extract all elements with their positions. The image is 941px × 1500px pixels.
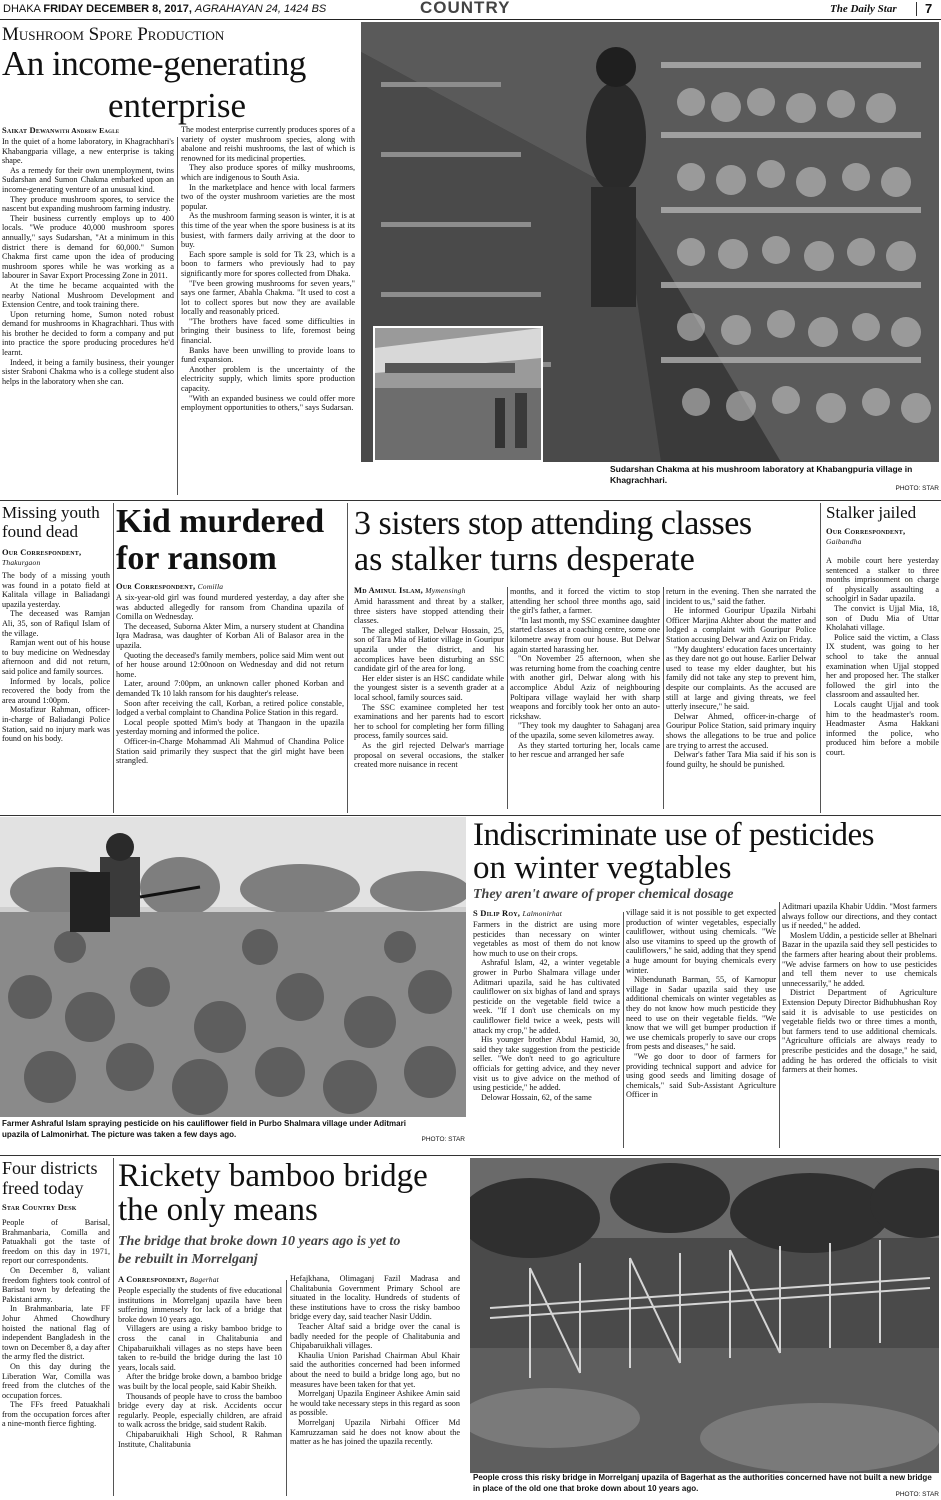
bridge-caption: People cross this risky bridge in Morrelganj upazila of Bagerhat as the authorities concerned have not built a new bridge in place of the old one that broke down about 10 years ago.	[473, 1473, 932, 1493]
mushroom-byline	[2, 125, 119, 135]
bridge-story	[116, 1158, 466, 1500]
pesticide-deck: They aren't aware of proper chemical dosage	[473, 887, 734, 902]
sisters-byline: Md Aminul Islam, Mymensingh	[354, 585, 466, 595]
section-title: COUNTRY	[420, 0, 511, 17]
pesticide-byline: S Dilip Roy, Lalmonirhat	[473, 908, 563, 918]
districts-byline: Star Country Desk	[2, 1202, 77, 1212]
kid-murdered-story	[116, 503, 344, 813]
sisters-col-1: Amid harassment and threat by a stalker, three sisters have stopped attending their classes. The alleged stalker, Delwar Hossain, 25, son of Tara Mia of Hatior village in Gouripur upazila under the district, and his accomplices have been disturbing an SSC candidate girl of the area for long. Her elder sister is an HSC candidate while the youngest sister is a seventh grader at a local school, family sources said. The SSC examinee completed her test examinations and her parents had to escort her to school for completing her form filling process, family sources said. As the girl rejected Delwar's marriage proposal on several occasions, the stalker created more nuisance in recent	[354, 597, 504, 770]
districts-body: People of Barisal, Brahmanbaria, Comilla and Patuakhali got the taste of freedom on this day in 1971, report our correspondents. On December 8, valiant freedom fighters took control of Barisal town by defeating the Pakistani army. In Brahmanbaria, late FF Johur Ahmed Chowdhury hoisted the national flag of independent Bangladesh in the town on December 8, a day after the army fled the district. On this day during the Liberation War, Comilla was freed from the clutches of the occupation forces. The FFs freed Patuakhali from the occupation forces after a nine-month fierce fighting.	[2, 1218, 110, 1429]
pesticide-col-3: Aditmari upazila Khabir Uddin. "Most farmers always follow our directions, and they contact us if needed," he added. Moslem Uddin, a pesticide seller at Bhelnari Bazar in the upazila said they sell pesticides to the farmers after hearing about their problems. "We advise farmers on how to use pesticides and tell them never to use chemicals unnecessarily," he added. District Department of Agriculture Extension Deputy Director Bidhubhushan Roy said it is advisable to use pesticides on vegetable fields two or three times a month, but farmers tend to use additional chemicals. "Agriculture officials are always ready to prescribe pesticides and the dosage," he said, adding he has ordered the officials to visit farmers at their homes.	[782, 902, 937, 1075]
mushroom-inset-photo	[373, 326, 543, 462]
missing-body: The body of a missing youth was found in a potato field at Kalitala village in Baliadangi upazila yesterday. The deceased was Ramjan Ali, 35, son of Rafiqul Islam of the village. Ramjan went out of his house to buy medicine on Wednesday afternoon and did not return, said police and family sources. Informed by locals, police recovered the body from the area around 1:00pm. Mostafizur Rahman, officer-in-charge of Baliadangi Police Station, said no injury mark was found on his body.	[2, 571, 110, 744]
paper-logo: The Daily Star	[830, 3, 897, 15]
bridge-photo-credit: PHOTO: STAR	[895, 1491, 939, 1498]
mushroom-photo-credit: PHOTO: STAR	[895, 485, 939, 492]
mushroom-col-2: The modest enterprise currently produces spores of a variety of oyster mushroom species, along with abalone and reishi mushrooms, the last of which is renowned for its medicinal properties. They also produce spores of milky mushrooms, which are indigenous to South Asia. In the marketplace and hence with local farmers two of the oyster mushroom varieties are the most popular. As the mushroom farming season is winter, it is at this time of the year when the spore business is at its busiest, with farmers daily arriving at the door to buy. Each spore sample is sold for Tk 23, which is a boon to farmers who previously had to pay significantly more for spores collected from Dhaka. "I've been growing mushrooms for seven years," says one farmer, Abahla Chakma. "It used to cost a lot to collect spores but now they are available locally and reasonably priced. "The brothers have faced some difficulties in bringing their business to life, foremost being financial. Banks have been unwilling to provide loans to fund expansion. Another problem is the uncertainty of the electricity supply, which limits spore production capacity. "With an expanded business we could offer more employment opportunities to others," says Sudarsan.	[181, 125, 355, 413]
bridge-headline-2: the only means	[118, 1192, 318, 1228]
dateline-date: FRIDAY DECEMBER 8, 2017,	[43, 3, 192, 15]
page-number: 7	[925, 1, 933, 16]
kid-headline: Kid murdered for ransom	[116, 503, 325, 577]
bridge-photo	[470, 1158, 939, 1473]
missing-headline: Missing youth found dead	[2, 503, 100, 541]
sisters-col-3: return in the evening. Then she narrated the incident to us," said the father. He informed Gouripur Upazila Nirbahi Officer Marjina Akhter about the matter and lodged a complaint with Gouripur Police Station accusing Delwar and Aziz on Friday. "My daughters' education faces uncertainty as they dare not go out house. Earlier Delwar used to tease my elder daughter, but his family did not take any step to prevent him, despite our complaints. As the accused are still at large and giving threats, we feel utterly insecure," he said. Delwar Ahmed, officer-in-charge of Gouripur Police Station, said primary inquiry shows the allegations to be true and police are trying to arrest the accused. Delwar's father Tara Mia said if his son is found guilty, he should be punished.	[666, 587, 816, 769]
pesticide-headline-1: Indiscriminate use of pesticides	[473, 817, 874, 853]
districts-story	[2, 1158, 110, 1500]
mushroom-headline-1: An income-generating	[2, 44, 306, 83]
dateline-bangla: AGRAHAYAN 24, 1424 BS	[194, 3, 327, 15]
stalker-headline: Stalker jailed	[826, 503, 917, 522]
sisters-story	[350, 503, 816, 813]
stalker-body: A mobile court here yesterday sentenced a stalker to three months imprisonment on charge of physically assaulting a schoolgirl in Sadar upazila. The convict is Ujjal Mia, 18, son of Dudu Mia of Uttar Kholahati village. Police said the victim, a Class IX student, was going to her school to take the annual examination when Ujjal stopped her and proposed her. The stalker followed the girl into the classroom and assaulted her. Locals caught Ujjal and took him to the headmaster's room. Headmaster Asma Hakkani informed the police, who produced him before a mobile court.	[826, 556, 939, 757]
pesticide-caption: Farmer Ashraful Islam spraying pesticide on his cauliflower field in Purbo Shalmara village under Aditmari upazila of Lalmonirhat. The picture was taken a few days ago.	[2, 1119, 406, 1139]
pesticide-headline-2: on winter vegtables	[473, 850, 732, 886]
pesticide-story	[470, 817, 939, 1152]
mushroom-lab-photo	[361, 22, 939, 462]
dateline	[3, 3, 326, 15]
pesticide-col-2: village said it is not possible to get expected production of winter vegetables, especially cauliflower, without using chemicals. "We also use vitamins to speed up the growth of cauliflowers," he said, adding that they spend a huge amount for buying chemicals every winter. Nibendunath Barman, 55, of Karnopur village in Sadar upazila said they use additional chemicals on winter vegetables as they do not know how much pesticide they need to use on their vegetable fields. "We know that we will get bumper production if we use chemicals properly to save our crops from pests and diseases," he said. "We go door to door of farmers for providing technical support and advice for using good seeds and limiting dosage of chemicals," said Sub-Assistant Agriculture Officer in	[626, 908, 776, 1100]
bridge-col-2: Hefajkhana, Olimaganj Fazil Madrasa and Chalitabunia Government Primary School are situated in the locality. Hundreds of students of these institutions have to cross the risky bamboo bridge every day, said teacher Nasir Uddin. Teacher Altaf said a bridge over the canal is badly needed for the people of Chalitabunia and Chipabaruikhali villages. Khaulia Union Parishad Chairman Abul Khair said the authorities concerned had been informed about the need to build a bridge long ago, but no measures have been taken for that yet. Morrelganj Upazila Engineer Ashikee Amin said he would take necessary steps in this regard as soon as possible. Morrelganj Upazila Nirbahi Officer Md Kamruzzaman said he does not know about the matter as he has joined the upazila recently.	[290, 1274, 460, 1447]
missing-byline: Our Correspondent, Thakurgaon	[2, 547, 82, 567]
bridge-col-1: People especially the students of five educational institutions in Morrelganj upazila have been suffering immensely for lack of a bridge that broke down 10 years ago. Villagers are using a risky bamboo bridge to cross the canal in Chalitabunia and Chipabaruikhali villages as no steps have been taken to re-build the bridge during the last 10 years, locals said. After the bridge broke down, a bamboo bridge was built by the local people, said Kabir Sheikh. Thousands of people have to cross the bamboo bridge every day at risk. Accidents occur regularly. People, especially children, are afraid to walk across the bridge, said student Rakib. Chipabaruikhali High School, R Rahman Institute, Chalitabunia	[118, 1286, 282, 1449]
missing-youth-story	[2, 503, 110, 813]
sisters-headline-1: 3 sisters stop attending classes	[354, 505, 752, 542]
bridge-deck-1: The bridge that broke down 10 years ago is yet to	[118, 1234, 401, 1249]
pesticide-col-1: Farmers in the district are using more pesticides than necessary on winter vegetables as most of them do not know how much to use on their crops. Ashraful Islam, 42, a winter vegetable grower in Purbo Shalmara village under Aditmari upazila, said he has cultivated cauliflower on six bighas of land and sprays pesticide on the vegetable field twice a week. "If I don't use chemicals on my cauliflower field twice a week, pests will attack my crop," he added. His younger brother Abdul Hamid, 30, said they take suggestion from the pesticide seller. "We don't need to go agriculture officials for getting advice, and they never visit us to give advice on the method of using pesticide," he added. Delowar Hossain, 62, of the same	[473, 920, 620, 1102]
bridge-deck-2: be rebuilt in Morrelganj	[118, 1252, 258, 1267]
bridge-headline-1: Rickety bamboo bridge	[118, 1158, 428, 1194]
mushroom-story	[0, 20, 360, 498]
mushroom-col-1: In the quiet of a home laboratory, in Khagrachhari's Khabangparia village, a new enterprise is taking shape. As a remedy for their own unemployment, twins Sudarshan and Sumon Chakma embarked upon an income-generating venture of an unusual kind. They produce mushroom spores, to service the nascent but expanding mushroom farming industry. Their business currently employs up to 400 locals. "We produce 40,000 mushroom spores annually," says Sudarshan, "At a minimum in this district there is demand for 60,000." Sumon Chakma first came upon the idea of producing mushroom spores while he was working as a labourer in Savar Export Processing Zone in 2011. At the time he became acquainted with the nearby National Mushroom Development and Extension Centre, and took training there. Upon returning home, Sumon noted robust demand for mushrooms in Khagrachhari. Thus with his brother he decided to form a company and put into practice the spore producing procedures he'd learnt. Indeed, it being a family business, their younger sister Sraboni Chakma who is a college student also helps in the laboratory when she can.	[2, 137, 174, 386]
districts-headline: Four districts freed today	[2, 1158, 98, 1198]
mushroom-headline-2: enterprise	[108, 86, 246, 125]
bridge-byline: A Correspondent, Bagerhat	[118, 1274, 219, 1284]
sisters-col-2: months, and it forced the victim to stop attending her school three months ago, said the girl's father, a farmer. "In last month, my SSC examinee daughter started classes at a coaching centre, some one kilometre away from our house. But Delwar again started harassing her. "On November 25 afternoon, when she was returning home from the coaching centre with another girl, Delwar along with his accomplice Abdul Aziz of neighbouring Poltipara village waylaid her with sharp weapons and forcibly took her onto an auto-rickshaw. "They took my daughter to Sahaganj area of the upazila, some seven kilometres away. As they started torturing her, locals came to her rescue and arranged her safe	[510, 587, 660, 760]
mushroom-coauthor: with Andrew Eagle	[54, 126, 120, 135]
pesticide-photo	[0, 817, 466, 1117]
mushroom-kicker: Mushroom Spore Production	[2, 24, 225, 45]
page-header	[0, 0, 941, 20]
sisters-headline-2: as stalker turns desperate	[354, 541, 695, 578]
kid-body: A six-year-old girl was found murdered yesterday, a day after she was abducted allegedly for ransom from Chandina upazila of Comilla on Wednesday. The deceased, Suborna Akter Mim, a nursery student at Chandina Iqra Madrasa, was daughter of Korban Ali of Balasor area in the upazila. Quoting the deceased's family members, police said Mim went out of her house around 12:00noon on Wednesday and did not return home. Later, around 7:00pm, an unknown caller phoned Korban and demanded Tk 10 lakh ransom for his daughter's release. Soon after receiving the call, Korban, a retired police constable, lodged a verbal complaint to Chandina Police Station in this regard. Local people spotted Mim's body at Thangaon in the upazila yesterday morning and informed the police. Officer-in-Charge Mohammad Ali Mahmud of Chandina Police Station said primarily they suspect that the girl might have been strangled.	[116, 593, 344, 766]
pesticide-photo-credit: PHOTO: STAR	[421, 1136, 465, 1143]
stalker-byline: Our Correspondent, Gaibandha	[826, 526, 906, 546]
mushroom-author: Saikat Dewan	[2, 125, 55, 135]
stalker-story	[826, 503, 939, 813]
mushroom-caption: Sudarshan Chakma at his mushroom laboratory at Khabangpuria village in Khagrachhari.	[610, 464, 913, 485]
kid-byline: Our Correspondent, Comilla	[116, 581, 224, 591]
dateline-city: DHAKA	[3, 3, 41, 15]
